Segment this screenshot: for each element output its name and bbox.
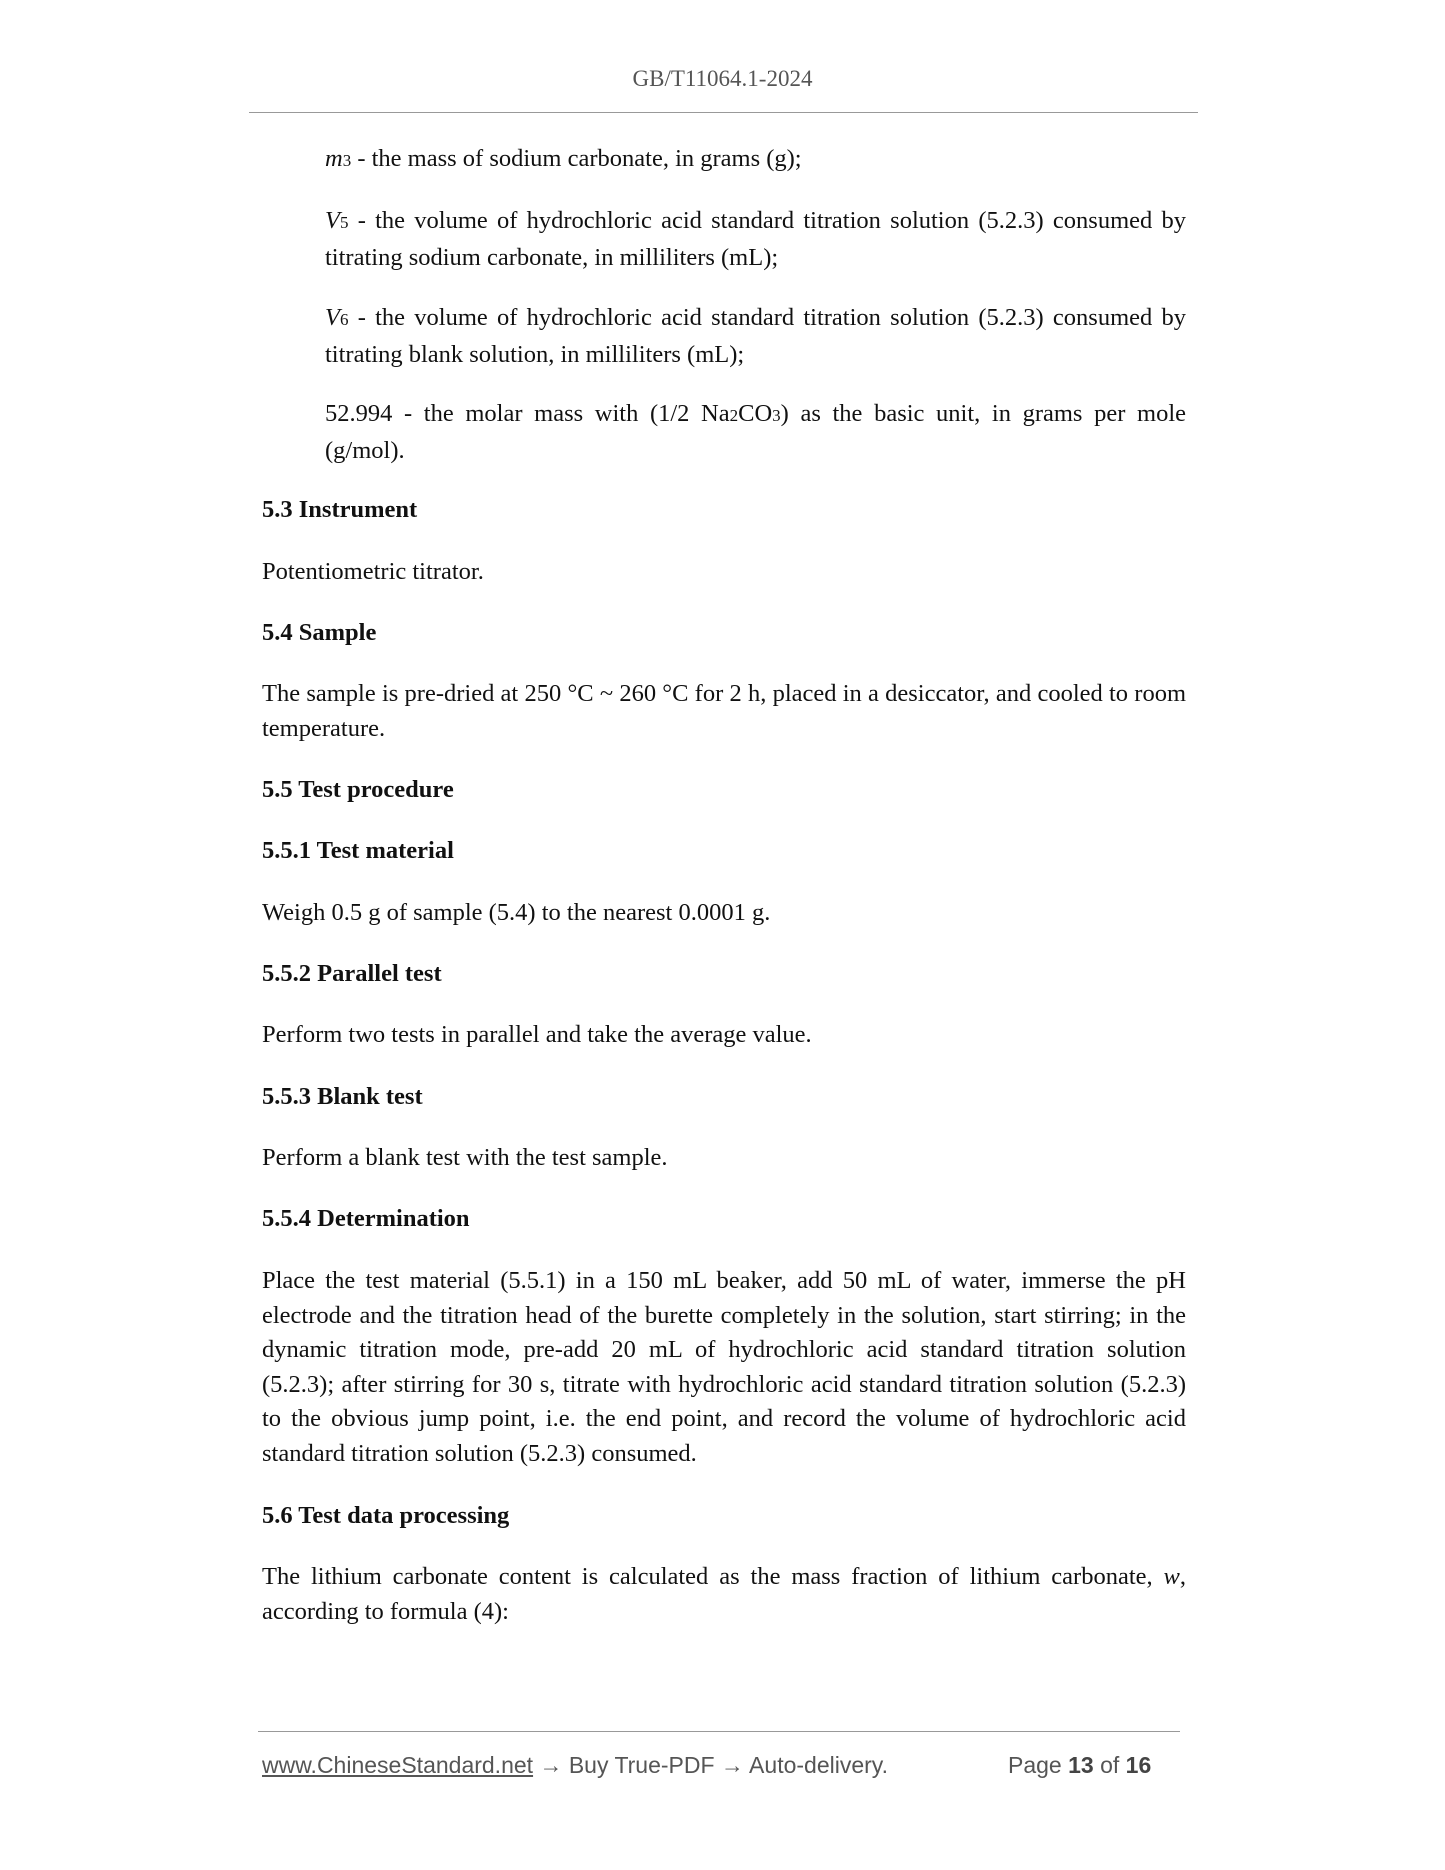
definition-v6 (325, 301, 1186, 372)
header-divider (249, 112, 1198, 113)
subscript: 6 (339, 310, 349, 329)
symbol: V (325, 207, 340, 234)
footer-divider (258, 1731, 1180, 1732)
page-number (1008, 1752, 1151, 1779)
heading-5-4: 5.4 Sample (262, 619, 377, 646)
symbol: V (325, 304, 340, 331)
heading-5-5-3: 5.5.3 Blank test (262, 1083, 423, 1110)
heading-5-5: 5.5 Test procedure (262, 776, 454, 803)
subscript: 3 (772, 406, 781, 425)
heading-5-3: 5.3 Instrument (262, 496, 418, 523)
footer-promo (262, 1752, 888, 1779)
of-label: of (1100, 1752, 1120, 1778)
symbol: m (325, 145, 343, 172)
paragraph-5-5-3: Perform a blank test with the test sample. (262, 1144, 668, 1171)
heading-5-5-1: 5.5.1 Test material (262, 837, 454, 864)
definition-v5 (325, 204, 1186, 275)
total-pages: 16 (1125, 1752, 1152, 1778)
variable: w (1163, 1563, 1180, 1590)
paragraph-5-6 (262, 1560, 1186, 1629)
text: , according to formula (4): (262, 1563, 1186, 1625)
paragraph-5-5-2: Perform two tests in parallel and take the average value. (262, 1021, 812, 1048)
definition-text: - the mass of sodium carbonate, in grams (g); (351, 145, 802, 172)
heading-5-5-4: 5.5.4 Determination (262, 1205, 470, 1232)
definition-text: - the volume of hydrochloric acid standard titration solution (5.2.3) consumed by titrating sodium carbonate, in milliliters (mL); (325, 207, 1186, 271)
paragraph-5-5-1: Weigh 0.5 g of sample (5.4) to the nearest 0.0001 g. (262, 899, 771, 926)
text: 52.994 - the molar mass with (1/2 Na (325, 400, 730, 427)
subscript: 2 (729, 406, 739, 425)
heading-5-6: 5.6 Test data processing (262, 1502, 510, 1529)
paragraph-5-5-4: Place the test material (5.5.1) in a 150 mL beaker, add 50 mL of water, immerse the pH electrode and the titration head of the burette completely in the solution, start stirring; in the dynamic titration mode, pre-add 20 mL of hydrochloric acid standard titration solution (5.2.3); after stirring for 30 s, titrate with hydrochloric acid standard titration solution (5.2.3) to the obvious jump point, i.e. the end point, and record the volume of hydrochloric acid standard titration solution (5.2.3) consumed. (262, 1267, 1186, 1467)
heading-5-5-2: 5.5.2 Parallel test (262, 960, 442, 987)
paragraph-5-3: Potentiometric titrator. (262, 558, 484, 585)
definition-text: - the volume of hydrochloric acid standard titration solution (5.2.3) consumed by titrating blank solution, in milliliters (mL); (325, 304, 1186, 368)
text: ) as the basic unit, in grams per mole (g/mol). (325, 400, 1187, 464)
paragraph-5-4: The sample is pre-dried at 250 °C ~ 260 °C for 2 h, placed in a desiccator, and cooled to room temperature. (262, 680, 1186, 742)
document-code-header: GB/T11064.1-2024 (632, 66, 813, 91)
tagline: → Buy True-PDF → Auto-delivery. (533, 1752, 888, 1778)
definition-molar-mass (325, 397, 1186, 468)
current-page: 13 (1068, 1752, 1094, 1778)
text: CO (738, 400, 773, 427)
text: The lithium carbonate content is calculated as the mass fraction of lithium carbonate, (262, 1563, 1164, 1590)
page-label: Page (1008, 1752, 1062, 1778)
subscript: 5 (339, 213, 349, 232)
subscript: 3 (342, 151, 352, 170)
definition-m3 (325, 142, 1186, 179)
website-link[interactable]: www.ChineseStandard.net (262, 1752, 534, 1778)
